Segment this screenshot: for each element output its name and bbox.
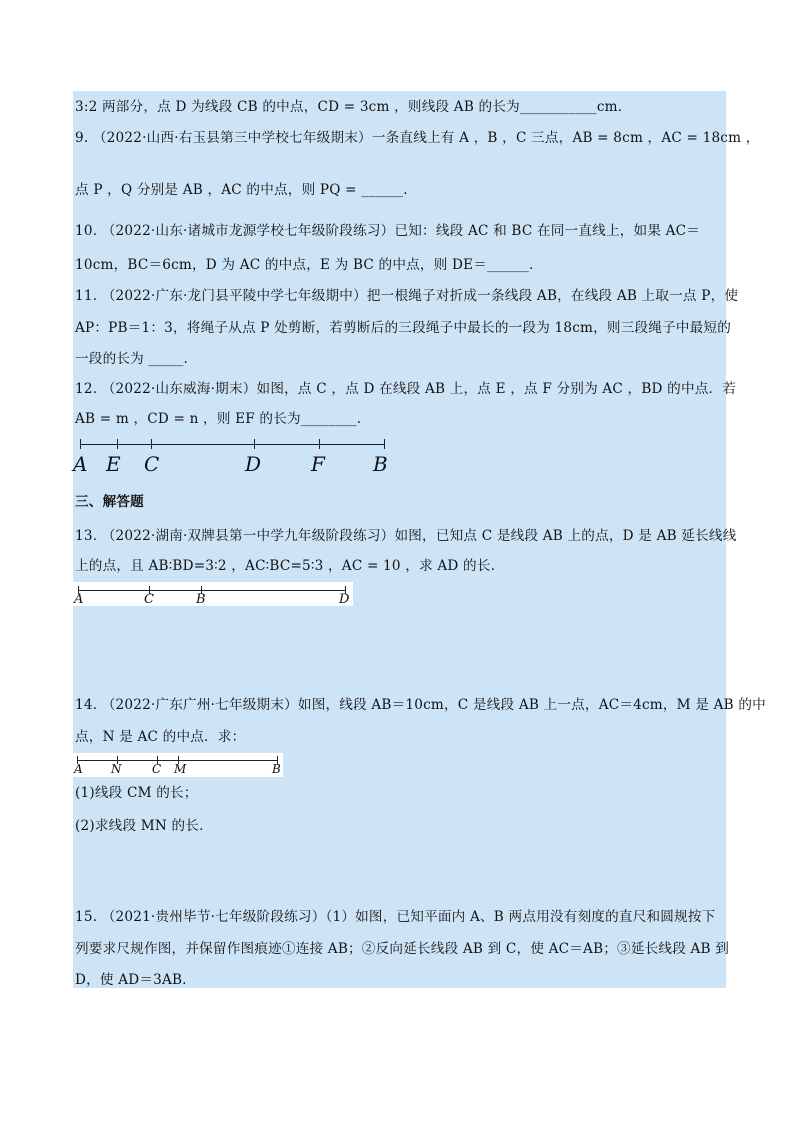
- point-label: A: [74, 762, 83, 776]
- point-label: F: [311, 452, 325, 476]
- text-line: 11. （2022·广东·龙门县平陵中学七年级期中）把一根绳子对折成一条线段 AB，在线段 AB 上取一点 P，使: [75, 288, 739, 304]
- figure-q12: [73, 438, 390, 478]
- point-label: D: [339, 592, 350, 607]
- text-line: 3:2 两部分，点 D 为线段 CB 的中点，CD = 3cm ，则线段 AB 的长为___________cm.: [75, 99, 623, 115]
- text-line: 12. （2022·山东威海·期末）如图，点 C ，点 D 在线段 AB 上，点 E ，点 F 分别为 AC ，BD 的中点．若: [75, 381, 737, 397]
- point-label: A: [74, 592, 84, 607]
- point-label: B: [272, 762, 281, 776]
- point-label: E: [106, 452, 121, 476]
- text-line: 上的点，且 AB∶BD=3∶2 ，AC∶BC=5∶3 ，AC = 10 ，求 AD 的长.: [75, 558, 496, 574]
- point-label: C: [144, 452, 160, 476]
- text-line: 一段的长为 _____.: [75, 351, 188, 367]
- text-line: 点，N 是 AC 的中点．求：: [75, 729, 246, 745]
- point-label: C: [152, 762, 162, 776]
- text-line: 13. （2022·湖南·双牌县第一中学九年级阶段练习）如图，已知点 C 是线段 AB 上的点，D 是 AB 延长线线: [75, 528, 737, 544]
- text-line: 9. （2022·山西·右玉县第三中学校七年级期末）一条直线上有 A ，B ，C 三点，AB = 8cm ，AC = 18cm ，: [75, 130, 760, 146]
- point-label: N: [111, 762, 122, 776]
- text-line: D，使 AD＝3AB.: [75, 972, 187, 988]
- text-line: 点 P ，Q 分别是 AB ，AC 的中点，则 PQ = ______.: [75, 182, 408, 198]
- text-line: AB = m ，CD = n ，则 EF 的长为________.: [75, 411, 362, 427]
- text-line: 列要求尺规作图，并保留作图痕迹①连接 AB；②反向延长线段 AB 到 C，使 AC＝AB；③延长线段 AB 到: [75, 941, 730, 957]
- point-label: D: [245, 452, 262, 476]
- text-line: 15. （2021·贵州毕节·七年级阶段练习）（1）如图，已知平面内 A、B 两点用没有刻度的直尺和圆规按下: [75, 909, 716, 925]
- text-line: 10. （2022·山东·诸城市龙源学校七年级阶段练习）已知：线段 AC 和 BC 在同一直线上，如果 AC＝: [75, 223, 701, 239]
- text-line: 10cm，BC＝6cm，D 为 AC 的中点，E 为 BC 的中点，则 DE＝______.: [75, 257, 534, 273]
- point-label: B: [373, 452, 388, 476]
- text-line: AP：PB＝1：3，将绳子从点 P 处剪断，若剪断后的三段绳子中最长的一段为 18cm，则三段绳子中最短的: [75, 320, 732, 336]
- text-line: 14. （2022·广东广州·七年级期末）如图，线段 AB＝10cm，C 是线段 AB 上一点，AC＝4cm，M 是 AB 的中: [75, 697, 766, 713]
- text-line: (1)线段 CM 的长；: [75, 785, 198, 801]
- point-label: A: [73, 452, 88, 476]
- figure-q13: [74, 584, 353, 608]
- point-label: M: [174, 762, 187, 776]
- text-line: (2)求线段 MN 的长.: [75, 818, 204, 834]
- point-label: B: [196, 592, 206, 607]
- point-label: C: [144, 592, 154, 607]
- section-heading: 三、解答题: [75, 494, 144, 510]
- figure-q14: [74, 755, 282, 777]
